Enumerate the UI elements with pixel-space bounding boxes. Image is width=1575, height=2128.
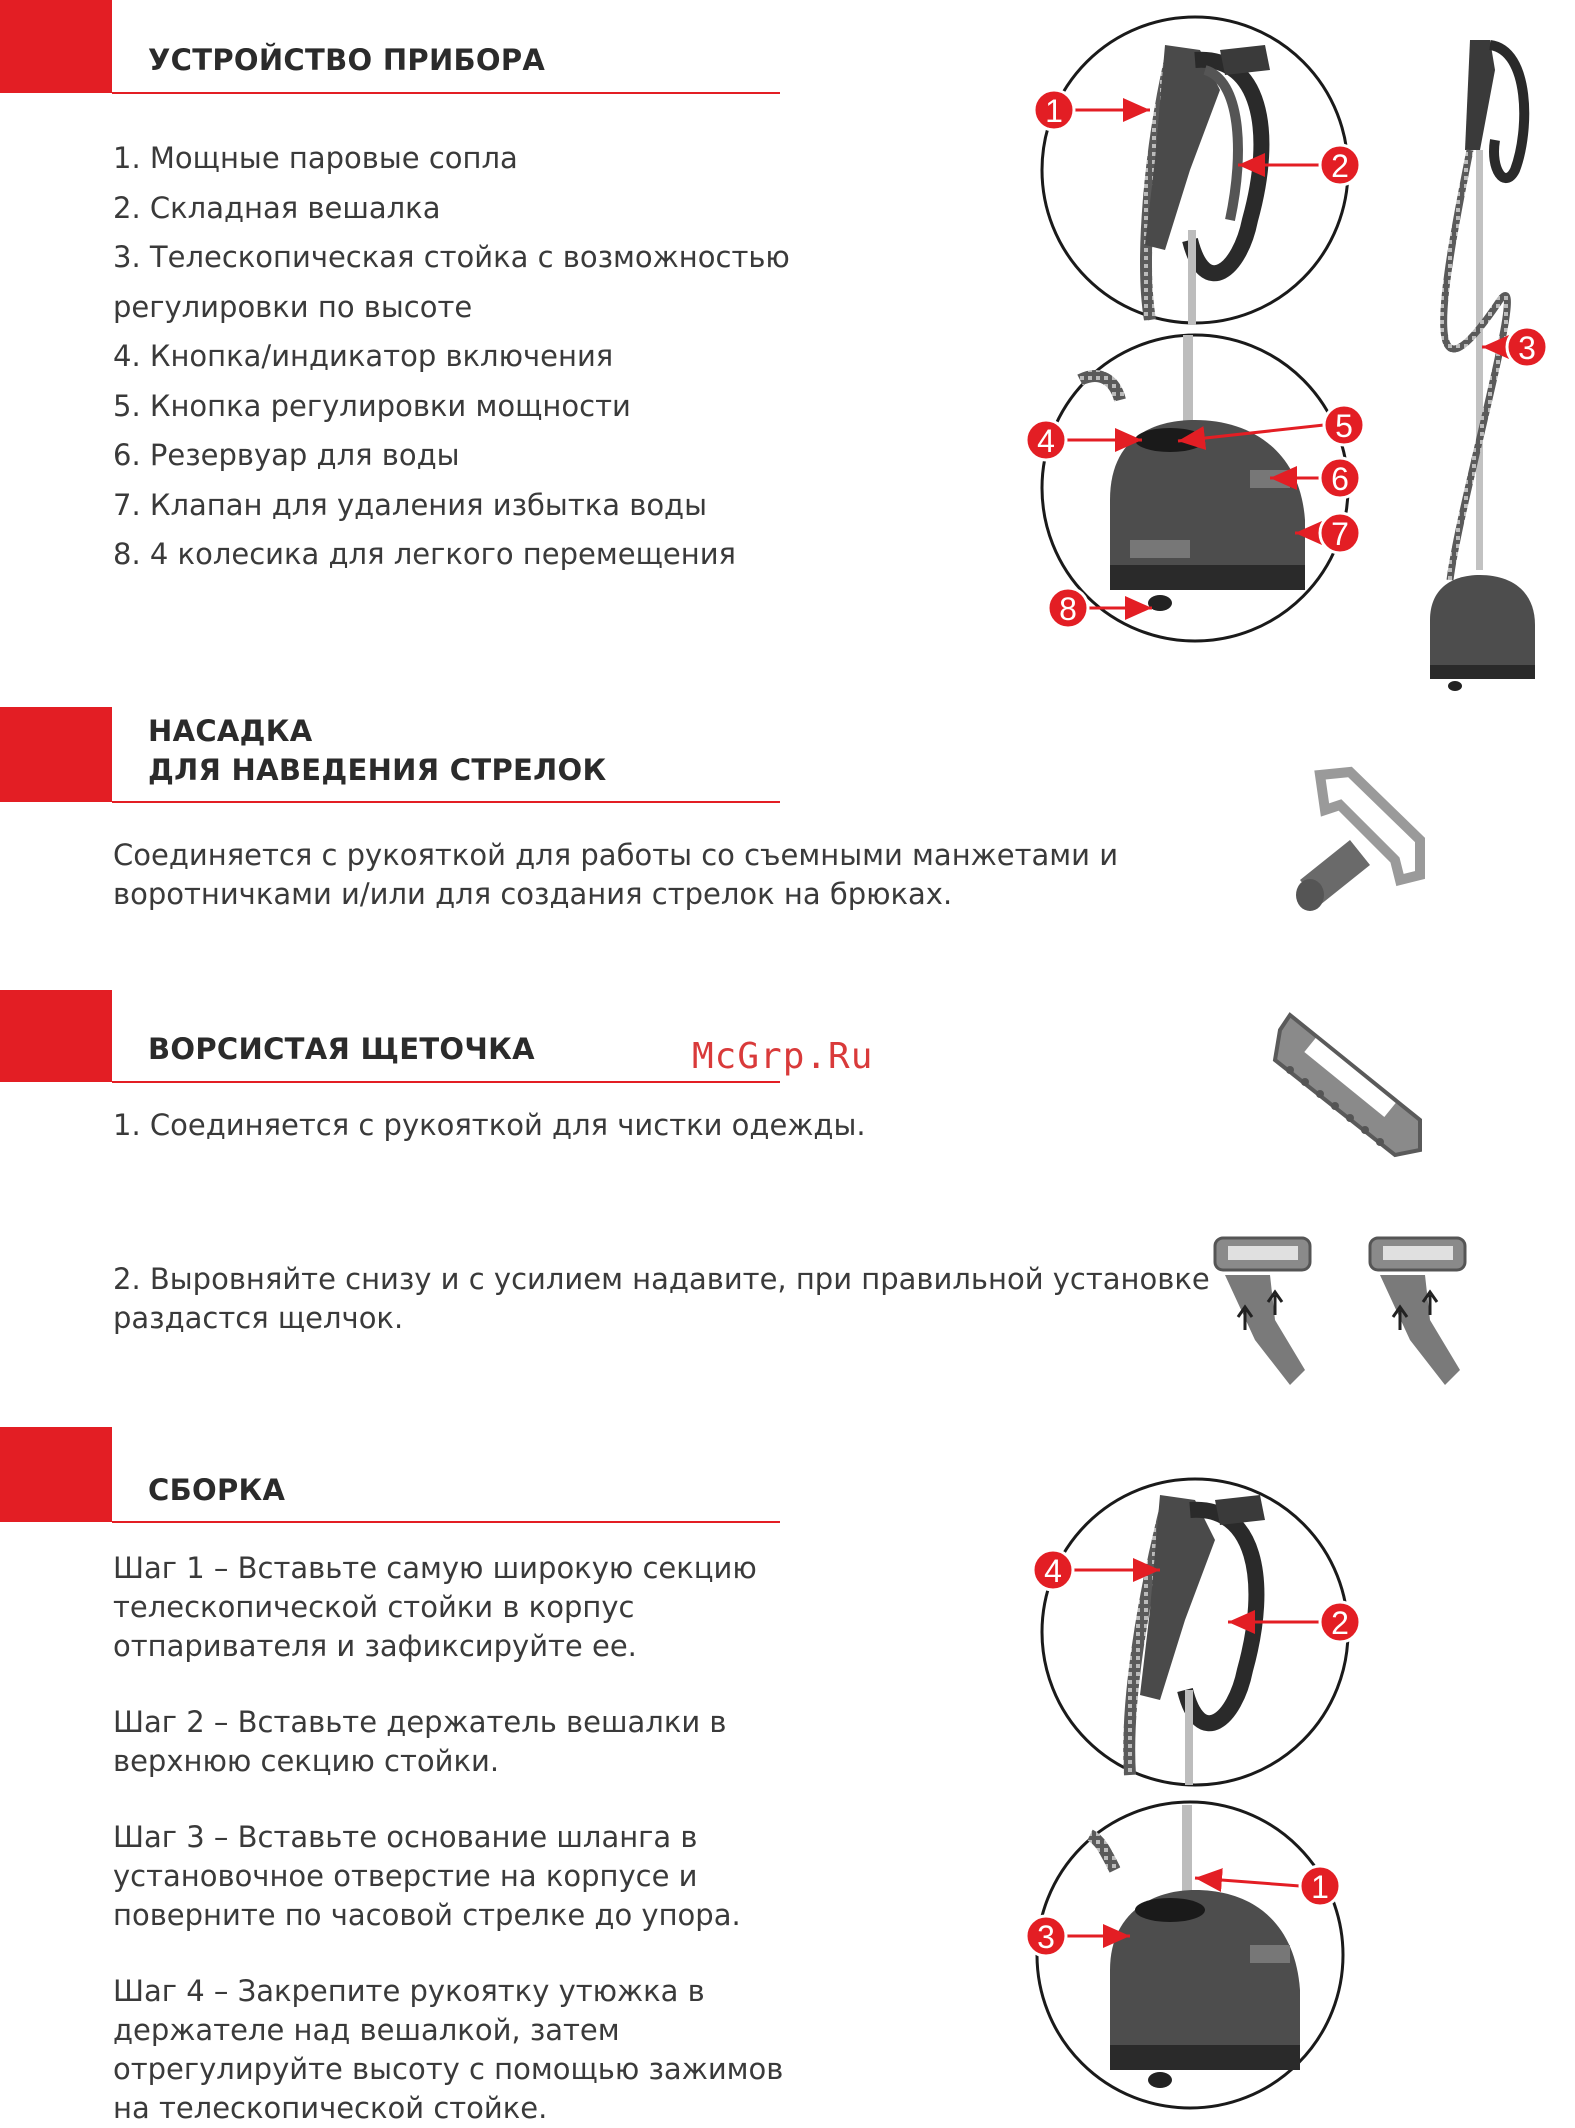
assembly-base-illustration bbox=[1037, 1802, 1343, 2108]
callout-6 bbox=[1320, 458, 1360, 498]
brush-illustration bbox=[1275, 1015, 1420, 1155]
callout-7 bbox=[1320, 513, 1360, 553]
svg-text:3: 3 bbox=[1037, 1919, 1055, 1955]
list-item: 2. Складная вешалка bbox=[113, 190, 441, 225]
section-title-assembly: СБОРКА bbox=[148, 1473, 286, 1507]
assembly-step-1: Шаг 1 – Вставьте самую широкую секцию телескопической стойки в корпус отпаривателя и зафиксируйте ее. bbox=[113, 1551, 757, 1663]
list-item: 7. Клапан для удаления избытка воды bbox=[113, 487, 708, 522]
list-item: 8. 4 колесика для легкого перемещения bbox=[113, 537, 736, 571]
assembly-step-3: Шаг 3 – Вставьте основание шланга в установочное отверстие на корпусе и поверните по часовой стрелке до упора. bbox=[113, 1820, 741, 1932]
svg-text:2: 2 bbox=[1331, 1605, 1349, 1641]
crease-attachment-illustration bbox=[1296, 772, 1420, 911]
callout-5 bbox=[1324, 405, 1364, 445]
callout-3 bbox=[1507, 327, 1547, 367]
brush-installation-illustration bbox=[1215, 1238, 1465, 1385]
assembly-callout-1 bbox=[1300, 1866, 1340, 1906]
svg-text:6: 6 bbox=[1331, 461, 1349, 497]
watermark: McGrp.Ru bbox=[692, 1036, 874, 1077]
section-title-device: УСТРОЙСТВО ПРИБОРА bbox=[148, 43, 546, 77]
callout-8 bbox=[1048, 588, 1088, 628]
list-item: 1. Мощные паровые сопла bbox=[113, 141, 518, 175]
section-title-brush: ВОРСИСТАЯ ЩЕТОЧКА bbox=[148, 1032, 535, 1066]
svg-text:8: 8 bbox=[1059, 591, 1077, 627]
assembly-step-4: Шаг 4 – Закрепите рукоятку утюжка в держателе над вешалкой, затем отрегулируйте высоту с помощью зажимов на телескопической стойке. bbox=[113, 1974, 784, 2125]
base-detail-illustration bbox=[1042, 335, 1348, 641]
list-item: регулировки по высоте bbox=[113, 289, 473, 324]
handle-detail-illustration bbox=[1042, 17, 1348, 325]
assembly-step-2: Шаг 2 – Вставьте держатель вешалки в верхнюю секцию стойки. bbox=[113, 1705, 727, 1778]
svg-text:7: 7 bbox=[1331, 516, 1349, 552]
brush-text-1: 1. Соединяется с рукояткой для чистки одежды. bbox=[113, 1108, 866, 1142]
list-item: 3. Телескопическая стойка с возможностью bbox=[113, 240, 790, 274]
brush-text-2: 2. Выровняйте снизу и с усилием надавите, при правильной установке раздастся щелчок. bbox=[113, 1262, 1210, 1335]
svg-text:5: 5 bbox=[1335, 408, 1353, 444]
assembly-callout-4 bbox=[1033, 1550, 1073, 1590]
svg-text:4: 4 bbox=[1037, 423, 1055, 459]
assembly-callout-2 bbox=[1320, 1602, 1360, 1642]
list-item: 4. Кнопка/индикатор включения bbox=[113, 339, 614, 373]
assembly-handle-illustration bbox=[1042, 1479, 1348, 1785]
svg-text:3: 3 bbox=[1518, 330, 1536, 366]
callout-4 bbox=[1026, 420, 1066, 460]
svg-text:2: 2 bbox=[1331, 148, 1349, 184]
assembly-callout-3 bbox=[1026, 1916, 1066, 1956]
svg-text:1: 1 bbox=[1311, 1869, 1329, 1905]
svg-text:4: 4 bbox=[1044, 1553, 1062, 1589]
svg-text:1: 1 bbox=[1045, 93, 1063, 129]
crease-description: Соединяется с рукояткой для работы со съемными манжетами и воротничками и/или для создания стрелок на брюках. bbox=[113, 838, 1119, 911]
section-title-crease: НАСАДКА ДЛЯ НАВЕДЕНИЯ СТРЕЛОК bbox=[148, 714, 607, 787]
list-item: 6. Резервуар для воды bbox=[113, 438, 460, 472]
callout-2 bbox=[1320, 145, 1360, 185]
callout-1 bbox=[1034, 90, 1074, 130]
list-item: 5. Кнопка регулировки мощности bbox=[113, 388, 631, 423]
